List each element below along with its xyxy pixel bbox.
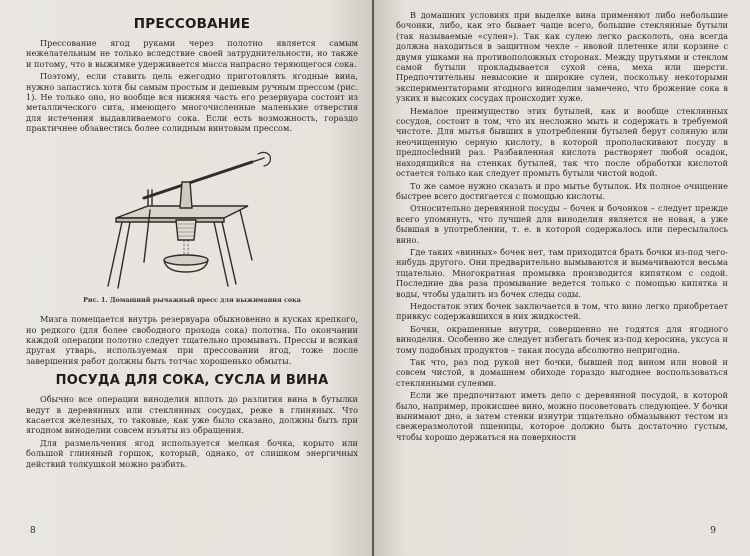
paragraph: Где таких «винных» бочек нет, там приходится брать бочки из-под чего-нибудь другого. Они предварительно вымываются и вымачиваются весьма тщательно. Многократная промывка производится кипятком с содой. Последние два раза промывание ведется только с помощью кипятка и воды, чтобы удалить из бочек следы соды. xyxy=(396,246,728,299)
left-page xyxy=(0,0,372,556)
press-illustration xyxy=(26,138,358,294)
paragraph: В домашних условиях при выделке вина применяют либо небольшие бочонки, либо, как это бывает чаще всего, большие стеклянные бутыли (так называемые «сулеи»). Так как сулею легко расколоть, она всегда должна находиться в защитном чехле – ивовой плетенке или корзине с двумя ушками на противоположных сторонах. Между прутьями и стеклом самой бутыли прокладывается сухой сена, меха или шерсти. Предпочтительны невысокие и широкие сулеи, поскольку некоторыми экспериментаторами ягодного виноделия замечено, что брожение сока в узких и высоких сосудах происходит хуже. xyxy=(396,10,728,104)
paragraph: Недостаток этих бочек заключается в том, что вино легко приобретает привкус содержавшихся в них жидкостей. xyxy=(396,300,728,322)
paragraph: Обычно все операции виноделия вплоть до разлития вина в бутылки ведут в деревянных или стеклянных сосудах, реже в глиняных. Что касается железных, то таковые, как уже было сказано, должны быть при ягодном виноделии совсем изъяты из обращения. xyxy=(26,394,358,436)
paragraph: Для размельчения ягод используется мелкая бочка, корыто или большой глиняный горшок, который, однако, от слишком энергичных действий толкушкой можно разбить. xyxy=(26,437,358,469)
page-number: 9 xyxy=(710,526,716,536)
paragraph: Относительно деревянной посуды – бочек и бочонков – следует прежде всего упомянуть, что лучшей для виноделия является не новая, а уже бывшая в употреблении, т. е. в которой содержалось или пересылалось вино. xyxy=(396,203,728,245)
paragraph: Мизга помещается внутрь резервуара обыкновенно в кусках крепкого, но редкого (для более свободного прохода сока) полотна. По окончании каждой операции полотно следует тщательно промывать. Прессы и всякая другая утварь, используемая при прессовании ягод, тоже после завершения работ должны быть тотчас хорошенько обмыты. xyxy=(26,314,358,366)
paragraph: Так что, раз под рукой нет бочки, бывшей под вином или новой и совсем чистой, в домашнем обиходе гораздо выгоднее воспользоваться стеклянными сулеями. xyxy=(396,357,728,388)
figure-caption: Рис. 1. Домашний рычажный пресс для выжимания сока xyxy=(83,295,301,304)
paragraph: Если же предпочитают иметь дело с деревянной посудой, в которой было, например, прокисшее вино, можно посоветовать следующее. У бочки вынимают дно, а затем стенки изнутри тщательно обмазывают тестом из свежеразмолотой пшеницы, которое должно быть достаточно густым, чтобы хорошо держаться на поверхности xyxy=(396,390,728,442)
section-heading-pressing: ПРЕССОВАНИЕ xyxy=(133,16,251,32)
paragraph: Поэтому, если ставить цель ежегодно приготовлять ягодные вина, нужно запастись хотя бы самым простым и дешевым ручным прессом (рис. 1). Не только оно, но вообще вся нижняя часть его резервуара состоит из металлического сита, имеющего многочисленные маленькие отверстия для истечения выдавливаемого сока. Если есть возможность, гораздо практичнее обзавестись более солидным винтовым прессом. xyxy=(26,71,358,134)
paragraph: Бочки, окрашенные внутри, совершенно не годятся для ягодного виноделия. Особенно же следует избегать бочек из-под керосина, уксуса и тому подобных продуктов – такая посуда абсолютно непригодна. xyxy=(396,323,728,355)
page-number: 8 xyxy=(30,526,36,536)
paragraph: Немалое преимущество этих бутылей, как и вообще стеклянных сосудов, состоит в том, что их несложно мыть и содержать в требуемой чистоте. Для мытья бывших в употреблении бутылей берут соляную или неочищенную серную кислоту, в которой прополаскивают посуду в предпосledний раз. Разбавленная кислота растворяет любой осадок, находящийся на стенках бутылей, так что после обработки кислотой остается только как следует промыть бутыли чистой водой. xyxy=(396,105,728,179)
paragraph: Прессование ягод руками через полотно является самым нежелательным не только вследствие своей затруднительности, но также и потому, что в выжимке удерживается масса напрасно теряющегося сока. xyxy=(26,38,358,69)
lever-press-drawing xyxy=(26,138,358,294)
paragraph: То же самое нужно сказать и про мытье бутылок. Их полное очищение быстрее всего достигается с помощью кислоты. xyxy=(396,180,728,201)
right-page xyxy=(374,0,750,556)
section-heading-vessels: ПОСУДА ДЛЯ СОКА, СУСЛА И ВИНА xyxy=(55,373,329,389)
